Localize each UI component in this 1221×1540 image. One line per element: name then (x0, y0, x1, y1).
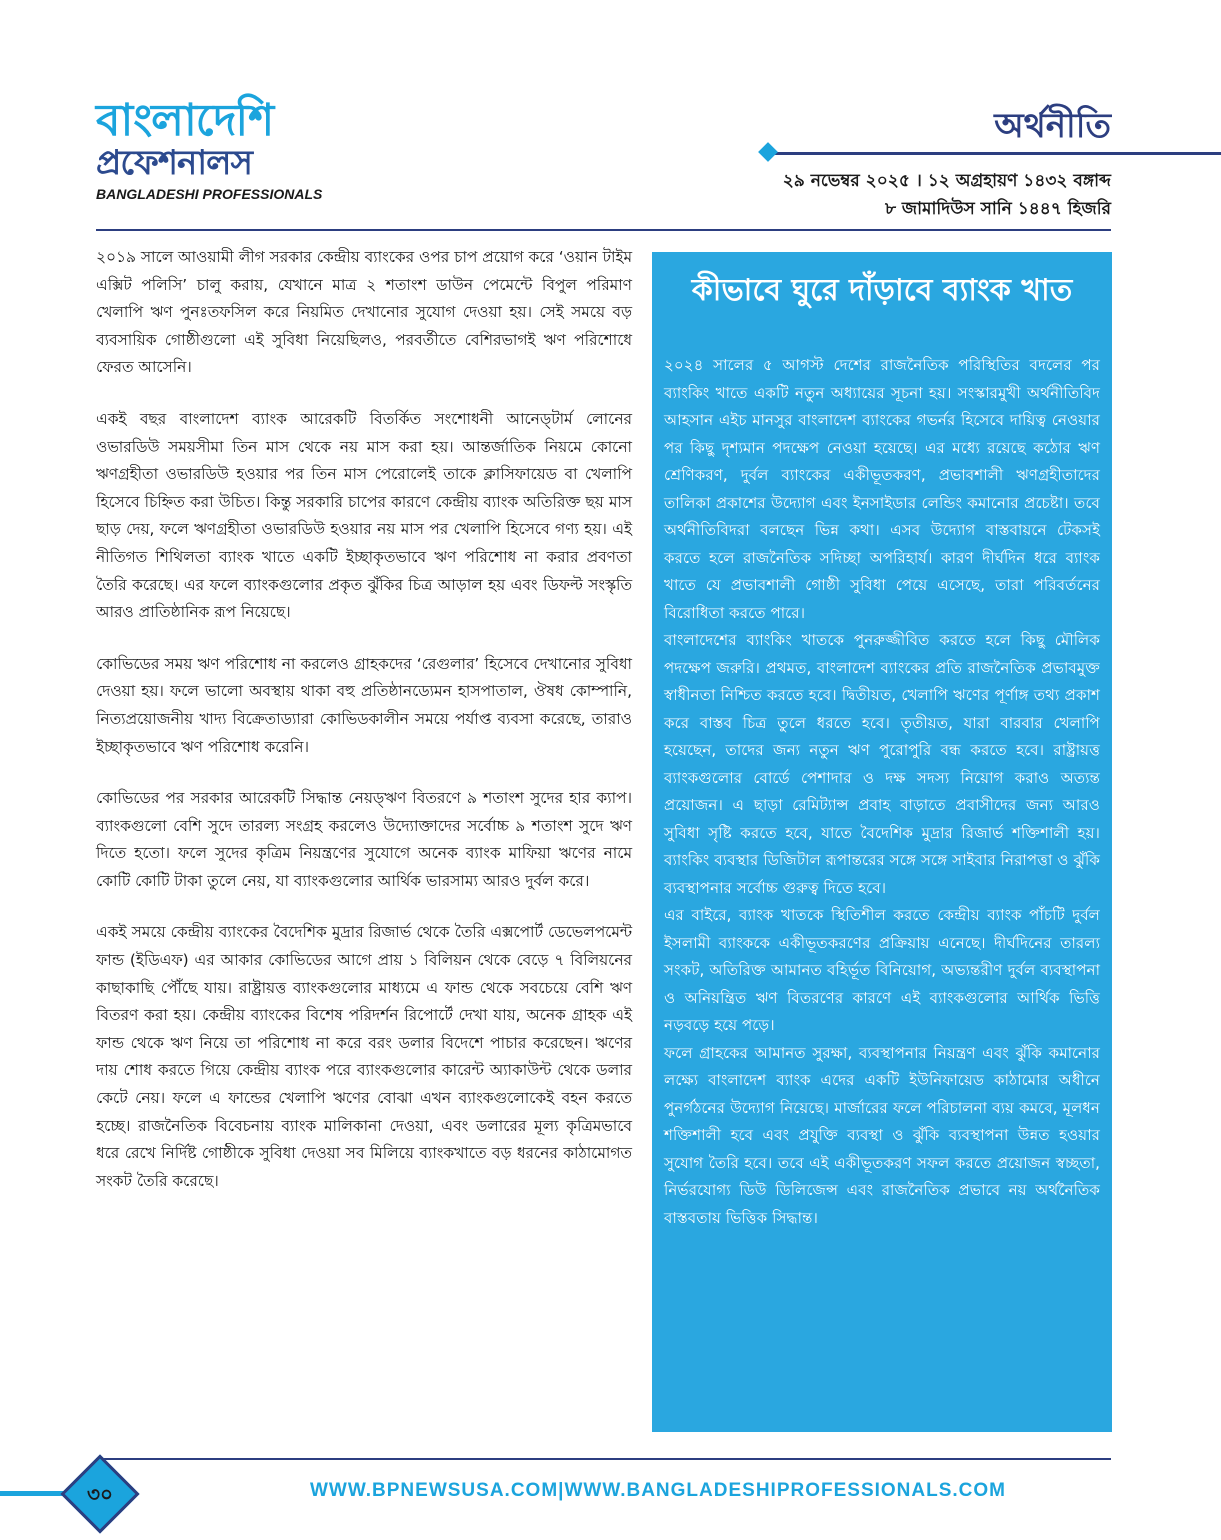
article-paragraph: কোভিডের সময় ঋণ পরিশোধ না করলেও গ্রাহকদের ‘রেগুলার’ হিসেবে দেখানোর সুবিধা দেওয়া হয়। ফলে ভালো অবস্থায় থাকা বহু প্রতিষ্ঠানড্যেমন হাসপাতাল, ঔষধ কোম্পানি, নিত্যপ্রয়োজনীয় খাদ্য বিক্রেতাড্যারা কোভিডকালীন সময়ে পর্যাপ্ত ব্যবসা করেছে, তারাও ইচ্ছাকৃতভাবে ঋণ পরিশোধ করেনি। (96, 654, 632, 756)
article-body (96, 244, 632, 1219)
section-title: অর্থনীতি (994, 106, 1111, 146)
sidebar-box (652, 252, 1112, 1432)
article-paragraph: ২০১৯ সালে আওয়ামী লীগ সরকার কেন্দ্রীয় ব্যাংকের ওপর চাপ প্রয়োগ করে ‘ওয়ান টাইম এক্সিট পলিসি’ চালু করায়, যেখানে মাত্র ২ শতাংশ ডাউন পেমেন্টে বিপুল পরিমাণ খেলাপি ঋণ পুনঃতফসিল করে নিয়মিত দেখানোর সুযোগ দেওয়া হয়। সেই সময়ে বড় ব্যবসায়িক গোষ্ঠীগুলো এই সুবিধা নিয়েছিলও, পরবর্তীতে বেশিরভাগই ঋণ পরিশোধে ফেরত আসেনি। (96, 248, 632, 377)
footer-divider (96, 1458, 1111, 1460)
sidebar-title: কীভাবে ঘুরে দাঁড়াবে ব্যাংক খাত (691, 273, 1073, 308)
sidebar-paragraph: বাংলাদেশের ব্যাংকিং খাতকে পুনরুজ্জীবিত করতে হলে কিছু মৌলিক পদক্ষেপ জরুরি। প্রথমত, বাংলাদেশ ব্যাংকের প্রতি রাজনৈতিক প্রভাবমুক্ত স্বাধীনতা নিশ্চিত করতে হবে। দ্বিতীয়ত, খেলাপি ঋণের পূর্ণাঙ্গ তথ্য প্রকাশ করে বাস্তব চিত্র তুলে ধরতে হবে। তৃতীয়ত, যারা বারবার খেলাপি হয়েছেন, তাদের জন্য নতুন ঋণ পুরোপুরি বন্ধ করতে হবে। রাষ্ট্রায়ত্ত ব্যাংকগুলোর বোর্ডে পেশাদার ও দক্ষ সদস্য নিয়োগ করাও অত্যন্ত প্রয়োজন। এ ছাড়া রেমিট্যান্স প্রবাহ বাড়াতে প্রবাসীদের জন্য আরও সুবিধা সৃষ্টি করতে হবে, যাতে বৈদেশিক মুদ্রার রিজার্ভ শক্তিশালী হয়। ব্যাংকিং ব্যবস্থার ডিজিটাল রূপান্তরের সঙ্গে সঙ্গে সাইবার নিরাপত্তা ও ঝুঁকি ব্যবস্থাপনার সর্বোচ্চ গুরুত্ব দিতে হবে। (664, 631, 1100, 897)
logo-bangla-line2: প্রফেশনালস (96, 143, 252, 183)
sidebar-paragraph: ২০২৪ সালের ৫ আগস্ট দেশের রাজনৈতিক পরিস্থিতির বদলের পর ব্যাংকিং খাতে একটি নতুন অধ্যায়ের সূচনা হয়। সংস্কারমুখী অর্থনীতিবিদ আহসান এইচ মানসুর বাংলাদেশ ব্যাংকের গভর্নর হিসেবে দায়িত্ব নেওয়ার পর কিছু দৃশ্যমান পদক্ষেপ নেওয়া হয়েছে। এর মধ্যে রয়েছে কঠোর ঋণ শ্রেণিকরণ, দুর্বল ব্যাংকের একীভূতকরণ, প্রভাবশালী ঋণগ্রহীতাদের তালিকা প্রকাশের উদ্যোগ এবং ইনসাইডার লেন্ডিং কমানোর প্রচেষ্টা। তবে অর্থনীতিবিদরা বলছেন ভিন্ন কথা। এসব উদ্যোগ বাস্তবায়নে টেকসই করতে হলে রাজনৈতিক সদিচ্ছা অপরিহার্য। কারণ দীর্ঘদিন ধরে ব্যাংক খাতে যে প্রভাবশালী গোষ্ঠী সুবিধা পেয়ে এসেছে, তারা পরিবর্তনের বিরোধিতা করতে পারে। (664, 356, 1100, 622)
logo-english: BANGLADESHI PROFESSIONALS (96, 186, 323, 202)
logo-bangla-line1: বাংলাদেশি (96, 95, 274, 146)
header-accent-rule (770, 152, 1221, 155)
diamond-icon (758, 142, 778, 162)
sidebar-body (652, 312, 1112, 1232)
footer-website-link[interactable]: WWW.BPNEWSUSA.COM|WWW.BANGLADESHIPROFESSIONALS.COM (310, 1480, 1007, 1501)
page-number: ৩০ (86, 1482, 113, 1506)
article-paragraph: একই সময়ে কেন্দ্রীয় ব্যাংকের বৈদেশিক মুদ্রার রিজার্ভ থেকে তৈরি এক্সপোর্ট ডেভেলপমেন্ট ফান্ড (ইডিএফ) এর আকার কোভিডের আগে প্রায় ১ বিলিয়ন থেকে বেড়ে ৭ বিলিয়নের কাছাকাছি পৌঁছে যায়। রাষ্ট্রায়ত্ত ব্যাংকগুলোর মাধ্যমে এ ফান্ড থেকে সবচেয়ে বেশি ঋণ বিতরণ করা হয়। কেন্দ্রীয় ব্যাংকের বিশেষ পরিদর্শন রিপোর্টে দেখা যায়, অনেক গ্রাহক এই ফান্ড থেকে ঋণ নিয়ে তা পরিশোধ না করে বরং ডলার বিদেশে পাচার করেছেন। ঋণের দায় শোধ করতে গিয়ে কেন্দ্রীয় ব্যাংক পরে ব্যাংকগুলোর কারেন্ট অ্যাকাউন্ট থেকে ডলার কেটে নেয়। ফলে এ ফান্ডের খেলাপি ঋণের বোঝা এখন ব্যাংকগুলোকেই বহন করতে হচ্ছে। রাজনৈতিক বিবেচনায় ব্যাংক মালিকানা দেওয়া, এবং ডলারের মূল্য কৃত্রিমভাবে ধরে রেখে নির্দিষ্ট গোষ্ঠীকে সুবিধা দেওয়া সব মিলিয়ে ব্যাংকখাতে বড় ধরনের কাঠামোগত সংকট তৈরি করেছে। (96, 923, 632, 1190)
date-line-1: ২৯ নভেম্বর ২০২৫ । ১২ অগ্রহায়ণ ১৪৩২ বঙ্গাব্দ (782, 171, 1111, 191)
date-line-2: ৮ জামাদিউস সানি ১৪৪৭ হিজরি (884, 199, 1111, 219)
masthead-logo (96, 95, 326, 208)
article-paragraph: কোভিডের পর সরকার আরেকটি সিদ্ধান্ত নেয়ড্ঋণ বিতরণে ৯ শতাংশ সুদের হার ক্যাপ। ব্যাংকগুলো বেশি সুদে তারল্য সংগ্রহ করলেও উদ্যোক্তাদের সর্বোচ্চ ৯ শতাংশ সুদে ঋণ দিতে হতো। ফলে সুদের কৃত্রিম নিয়ন্ত্রণের সুযোগে অনেক ব্যাংক মাফিয়া ঋণের নামে কোটি কোটি টাকা তুলে নেয়, যা ব্যাংকগুলোর আর্থিক ভারসাম্য আরও দুর্বল করে। (96, 789, 632, 890)
sidebar-paragraph: ফলে গ্রাহকের আমানত সুরক্ষা, ব্যবস্থাপনার নিয়ন্ত্রণ এবং ঝুঁকি কমানোর লক্ষ্যে বাংলাদেশ ব্যাংক এদের একটি ইউনিফায়েড কাঠামোর অধীনে পুনর্গঠনের উদ্যোগ নিয়েছে। মার্জারের ফলে পরিচালনা ব্যয় কমবে, মূলধন শক্তিশালী হবে এবং প্রযুক্তি ব্যবস্থা ও ঝুঁকি ব্যবস্থাপনা উন্নত হওয়ার সুযোগ তৈরি হবে। তবে এই একীভূতকরণ সফল করতে প্রয়োজন স্বচ্ছতা, নির্ভরযোগ্য ডিউ ডিলিজেন্স এবং রাজনৈতিক প্রভাবে নয় অর্থনৈতিক বাস্তবতায় ভিত্তিক সিদ্ধান্ত। (664, 1043, 1100, 1227)
header-divider (96, 229, 1111, 231)
sidebar-paragraph: এর বাইরে, ব্যাংক খাতকে স্থিতিশীল করতে কেন্দ্রীয় ব্যাংক পাঁচটি দুর্বল ইসলামী ব্যাংককে একীভূতকরণের প্রক্রিয়ায় এনেছে। দীর্ঘদিনের তারল্য সংকট, অতিরিক্ত আমানত বহির্ভূত বিনিয়োগ, অভ্যন্তরীণ দুর্বল ব্যবস্থাপনা ও অনিয়ন্ত্রিত ঋণ বিতরণের কারণে এই ব্যাংকগুলোর আর্থিক ভিত্তি নড়বড়ে হয়ে পড়ে। (664, 906, 1100, 1034)
article-paragraph: একই বছর বাংলাদেশ ব্যাংক আরেকটি বিতর্কিত সংশোধনী আনেড্টার্ম লোনের ওভারডিউ সময়সীমা তিন মাস থেকে নয় মাস করা হয়। আন্তর্জাতিক নিয়মে কোনো ঋণগ্রহীতা ওভারডিউ হওয়ার পর তিন মাস পেরোলেই তাকে ক্লাসিফায়েড বা খেলাপি হিসেবে চিহ্নিত করা উচিত। কিন্তু সরকারি চাপের কারণে কেন্দ্রীয় ব্যাংক অতিরিক্ত ছয় মাস ছাড় দেয়, ফলে ঋণগ্রহীতা ওভারডিউ হওয়ার নয় মাস পর খেলাপি হিসেবে গণ্য হয়। এই নীতিগত শিথিলতা ব্যাংক খাতে একটি ইচ্ছাকৃতভাবে ঋণ পরিশোধ না করার প্রবণতা তৈরি করেছে। এর ফলে ব্যাংকগুলোর প্রকৃত ঝুঁকির চিত্র আড়াল হয় এবং ডিফল্ট সংস্কৃতি আরও প্রাতিষ্ঠানিক রূপ নিয়েছে। (96, 409, 632, 622)
